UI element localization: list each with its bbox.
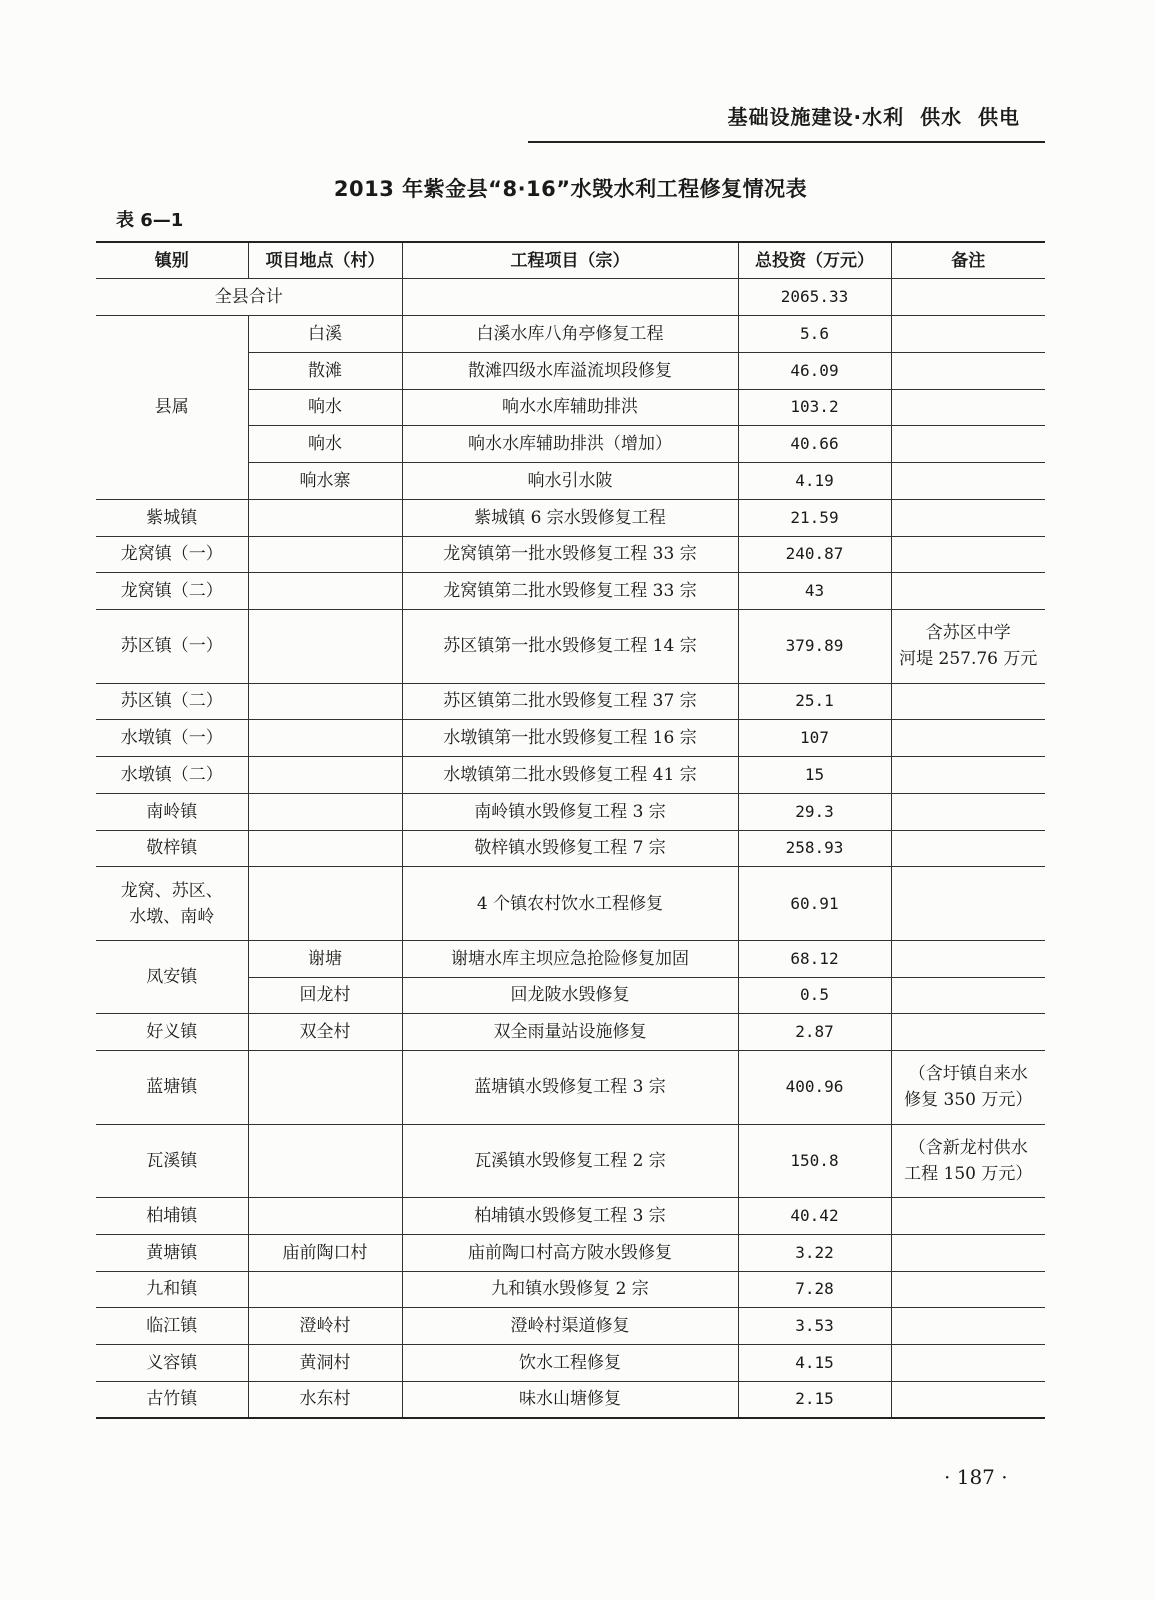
location-cell (248, 1124, 402, 1198)
location-cell (248, 536, 402, 573)
location-cell (248, 683, 402, 720)
location-cell (248, 1271, 402, 1308)
location-cell: 响水 (248, 426, 402, 463)
total-note (891, 279, 1045, 316)
investment-cell: 15 (738, 757, 891, 794)
table-row (96, 573, 1045, 610)
total-label: 全县合计 (96, 279, 402, 316)
note-cell (891, 1345, 1045, 1382)
investment-cell: 240.87 (738, 536, 891, 573)
note-cell (891, 499, 1045, 536)
header-rule (528, 141, 1045, 143)
table-row (96, 610, 1045, 684)
investment-cell: 25.1 (738, 683, 891, 720)
table-row (96, 1234, 1045, 1271)
town-cell: 九和镇 (96, 1271, 248, 1308)
note-cell: （含新龙村供水 工程 150 万元） (891, 1124, 1045, 1198)
investment-cell: 40.42 (738, 1198, 891, 1235)
town-cell: 苏区镇（二） (96, 683, 248, 720)
note-cell (891, 720, 1045, 757)
table-row (96, 830, 1045, 867)
total-project (402, 279, 738, 316)
investment-cell: 60.91 (738, 867, 891, 941)
investment-cell: 400.96 (738, 1051, 891, 1125)
project-cell: 双全雨量站设施修复 (402, 1014, 738, 1051)
location-cell: 水东村 (248, 1381, 402, 1418)
project-cell: 回龙陂水毁修复 (402, 977, 738, 1014)
town-cell: 黄塘镇 (96, 1234, 248, 1271)
project-cell: 南岭镇水毁修复工程 3 宗 (402, 793, 738, 830)
note-cell (891, 316, 1045, 353)
table-row (96, 793, 1045, 830)
investment-cell: 4.19 (738, 463, 891, 500)
location-cell: 黄洞村 (248, 1345, 402, 1382)
investment-cell: 258.93 (738, 830, 891, 867)
location-cell (248, 720, 402, 757)
page-title: 2013 年紫金县“8·16”水毁水利工程修复情况表 (333, 177, 808, 201)
project-cell: 散滩四级水库溢流坝段修复 (402, 352, 738, 389)
location-cell (248, 830, 402, 867)
investment-cell: 43 (738, 573, 891, 610)
running-head: 基础设施建设·水利 供水 供电 (727, 105, 1020, 129)
total-investment: 2065.33 (738, 279, 891, 316)
location-cell (248, 573, 402, 610)
note-cell (891, 536, 1045, 573)
project-cell: 龙窝镇第二批水毁修复工程 33 宗 (402, 573, 738, 610)
town-cell: 龙窝镇（二） (96, 573, 248, 610)
location-cell (248, 757, 402, 794)
investment-cell: 21.59 (738, 499, 891, 536)
table-row (96, 1124, 1045, 1198)
investment-cell: 3.53 (738, 1308, 891, 1345)
note-cell (891, 793, 1045, 830)
investment-cell: 2.15 (738, 1381, 891, 1418)
town-cell: 敬梓镇 (96, 830, 248, 867)
table-row (96, 536, 1045, 573)
location-cell (248, 1051, 402, 1125)
location-cell: 双全村 (248, 1014, 402, 1051)
location-cell: 散滩 (248, 352, 402, 389)
note-cell (891, 1198, 1045, 1235)
project-cell: 澄岭村渠道修复 (402, 1308, 738, 1345)
note-cell (891, 1014, 1045, 1051)
project-cell: 九和镇水毁修复 2 宗 (402, 1271, 738, 1308)
note-cell (891, 867, 1045, 941)
column-header-town: 镇别 (96, 242, 248, 279)
table-label: 表 6—1 (116, 210, 184, 231)
note-cell (891, 977, 1045, 1014)
town-cell: 紫城镇 (96, 499, 248, 536)
location-cell (248, 793, 402, 830)
project-cell: 紫城镇 6 宗水毁修复工程 (402, 499, 738, 536)
project-cell: 庙前陶口村高方陂水毁修复 (402, 1234, 738, 1271)
investment-cell: 379.89 (738, 610, 891, 684)
location-cell (248, 499, 402, 536)
note-cell (891, 573, 1045, 610)
project-cell: 响水引水陂 (402, 463, 738, 500)
project-cell: 水墩镇第二批水毁修复工程 41 宗 (402, 757, 738, 794)
note-cell (891, 389, 1045, 426)
investment-cell: 5.6 (738, 316, 891, 353)
note-cell (891, 1271, 1045, 1308)
table-row (96, 1014, 1045, 1051)
column-header-investment: 总投资（万元） (738, 242, 891, 279)
project-cell: 谢塘水库主坝应急抢险修复加固 (402, 940, 738, 977)
total-row (96, 279, 1045, 316)
location-cell (248, 1198, 402, 1235)
note-cell (891, 940, 1045, 977)
project-cell: 敬梓镇水毁修复工程 7 宗 (402, 830, 738, 867)
town-cell: 水墩镇（二） (96, 757, 248, 794)
table-row (96, 316, 1045, 353)
town-cell: 水墩镇（一） (96, 720, 248, 757)
location-cell: 响水 (248, 389, 402, 426)
page-number: · 187 · (944, 1465, 1008, 1489)
location-cell: 白溪 (248, 316, 402, 353)
column-header-location: 项目地点（村） (248, 242, 402, 279)
column-header-project: 工程项目（宗） (402, 242, 738, 279)
note-cell (891, 352, 1045, 389)
table-row (96, 940, 1045, 977)
town-cell: 蓝塘镇 (96, 1051, 248, 1125)
table-row (96, 1381, 1045, 1418)
investment-cell: 46.09 (738, 352, 891, 389)
project-cell: 味水山塘修复 (402, 1381, 738, 1418)
investment-cell: 107 (738, 720, 891, 757)
location-cell: 回龙村 (248, 977, 402, 1014)
project-cell: 饮水工程修复 (402, 1345, 738, 1382)
investment-cell: 29.3 (738, 793, 891, 830)
town-cell: 南岭镇 (96, 793, 248, 830)
location-cell (248, 610, 402, 684)
table-row (96, 1271, 1045, 1308)
table-row (96, 1345, 1045, 1382)
project-cell: 响水水库辅助排洪（增加） (402, 426, 738, 463)
project-cell: 响水水库辅助排洪 (402, 389, 738, 426)
table-row (96, 1051, 1045, 1125)
project-cell: 水墩镇第一批水毁修复工程 16 宗 (402, 720, 738, 757)
note-cell (891, 426, 1045, 463)
project-cell: 瓦溪镇水毁修复工程 2 宗 (402, 1124, 738, 1198)
town-cell: 义容镇 (96, 1345, 248, 1382)
town-cell: 柏埔镇 (96, 1198, 248, 1235)
project-cell: 龙窝镇第一批水毁修复工程 33 宗 (402, 536, 738, 573)
investment-cell: 3.22 (738, 1234, 891, 1271)
investment-cell: 150.8 (738, 1124, 891, 1198)
project-cell: 苏区镇第二批水毁修复工程 37 宗 (402, 683, 738, 720)
town-cell: 临江镇 (96, 1308, 248, 1345)
project-cell: 柏埔镇水毁修复工程 3 宗 (402, 1198, 738, 1235)
note-cell (891, 463, 1045, 500)
note-cell (891, 1308, 1045, 1345)
repair-table (96, 241, 1045, 1419)
table-row (96, 720, 1045, 757)
location-cell: 澄岭村 (248, 1308, 402, 1345)
town-cell: 苏区镇（一） (96, 610, 248, 684)
table-row (96, 867, 1045, 941)
note-cell (891, 1234, 1045, 1271)
note-cell (891, 757, 1045, 794)
note-cell: （含圩镇自来水 修复 350 万元） (891, 1051, 1045, 1125)
investment-cell: 4.15 (738, 1345, 891, 1382)
project-cell: 4 个镇农村饮水工程修复 (402, 867, 738, 941)
table-header-row (96, 242, 1045, 279)
column-header-note: 备注 (891, 242, 1045, 279)
investment-cell: 2.87 (738, 1014, 891, 1051)
table-row (96, 1198, 1045, 1235)
location-cell: 谢塘 (248, 940, 402, 977)
project-cell: 蓝塘镇水毁修复工程 3 宗 (402, 1051, 738, 1125)
town-cell: 县属 (96, 316, 248, 500)
town-cell: 好义镇 (96, 1014, 248, 1051)
note-cell (891, 683, 1045, 720)
table-row (96, 757, 1045, 794)
investment-cell: 0.5 (738, 977, 891, 1014)
location-cell: 庙前陶口村 (248, 1234, 402, 1271)
project-cell: 苏区镇第一批水毁修复工程 14 宗 (402, 610, 738, 684)
investment-cell: 7.28 (738, 1271, 891, 1308)
town-cell: 瓦溪镇 (96, 1124, 248, 1198)
note-cell (891, 1381, 1045, 1418)
town-cell: 龙窝镇（一） (96, 536, 248, 573)
project-cell: 白溪水库八角亭修复工程 (402, 316, 738, 353)
investment-cell: 103.2 (738, 389, 891, 426)
table-row (96, 683, 1045, 720)
investment-cell: 68.12 (738, 940, 891, 977)
note-cell (891, 830, 1045, 867)
location-cell: 响水寨 (248, 463, 402, 500)
town-cell: 龙窝、苏区、 水墩、南岭 (96, 867, 248, 941)
location-cell (248, 867, 402, 941)
town-cell: 古竹镇 (96, 1381, 248, 1418)
table-row (96, 499, 1045, 536)
table-row (96, 1308, 1045, 1345)
town-cell: 凤安镇 (96, 940, 248, 1014)
investment-cell: 40.66 (738, 426, 891, 463)
note-cell: 含苏区中学 河堤 257.76 万元 (891, 610, 1045, 684)
